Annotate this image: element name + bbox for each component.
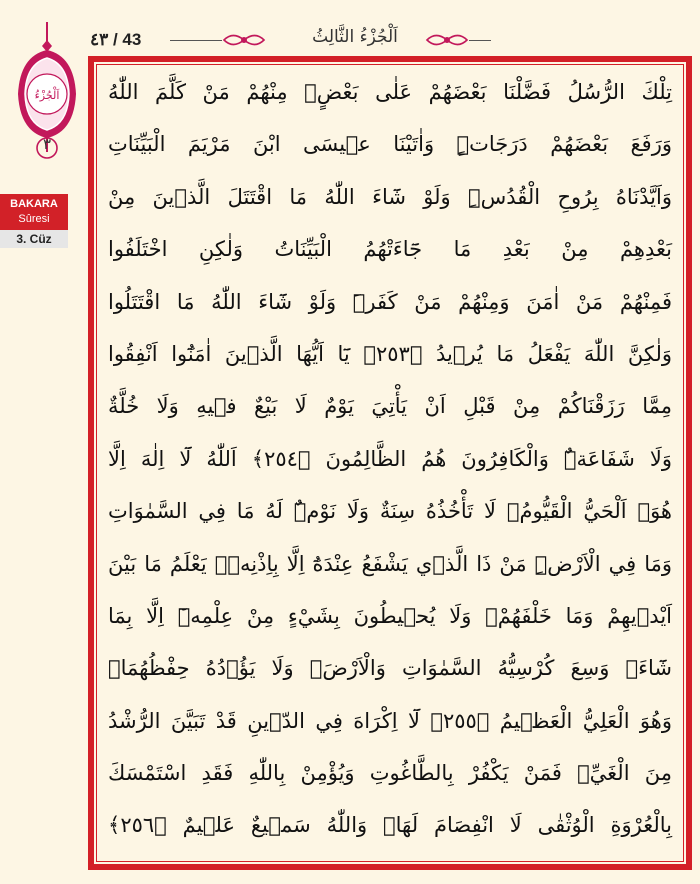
header-ornament-left bbox=[222, 31, 266, 49]
verse-line: وَلٰكِنَّ اللّٰهَ يَفْعَلُ مَا يُرٖيدُ ﴿٢٥٣﴾ يَٓا اَيُّهَا الَّذٖينَ اٰمَنُٓوا اَنْفِقُوا bbox=[108, 341, 672, 366]
verse-line: مِنَ الْغَيِّۚ فَمَنْ يَكْفُرْ بِالطَّاغُوتِ وَيُؤْمِنْ بِاللّٰهِ فَقَدِ اسْتَمْسَكَ bbox=[108, 761, 672, 786]
surah-label bbox=[0, 194, 68, 230]
verse-line: هُوَۚ اَلْحَيُّ الْقَيُّومُۚ لَا تَأْخُذُهُ سِنَةٌ وَلَا نَوْمٌۜ لَهُ مَا فِي السَّمٰوَاتِ bbox=[108, 499, 672, 524]
header-rule-right bbox=[469, 40, 491, 41]
surah-name: BAKARA bbox=[10, 198, 58, 210]
verse-line: وَهُوَ الْعَلِيُّ الْعَظٖيمُ ﴿٢٥٥﴾ لَٓا اِكْرَاهَ فِي الدّٖينِ قَدْ تَبَيَّنَ الرُّشْدُ bbox=[108, 708, 672, 733]
verse-line: وَلَا شَفَاعَةٌۜ وَالْكَافِرُونَ هُمُ الظَّالِمُونَ ﴿٢٥٤﴾ اَللّٰهُ لَٓا اِلٰهَ اِلَّا bbox=[108, 446, 672, 471]
juz-title: اَلْجُزْءُ الثَّالِثُ bbox=[312, 27, 398, 47]
cuz-label: 3. Cüz bbox=[0, 230, 68, 248]
verse-line: فَمِنْهُمْ مَنْ اٰمَنَ وَمِنْهُمْ مَنْ كَفَرَۜ وَلَوْ شَٓاءَ اللّٰهُ مَا اقْتَتَلُوا bbox=[108, 289, 672, 314]
header-rule-left bbox=[170, 40, 222, 41]
verse-line: وَرَفَعَ بَعْضَهُمْ دَرَجَاتٍۜ وَاٰتَيْنَا عٖيسَى ابْنَ مَرْيَمَ الْبَيِّنَاتِ bbox=[108, 132, 672, 157]
verse-line: شَٓاءَۚ وَسِعَ كُرْسِيُّهُ السَّمٰوَاتِ وَالْاَرْضَۚ وَلَا يَؤُ۫دُهُ حِفْظُهُمَاۚ bbox=[108, 656, 672, 681]
surah-suffix: Sûresi bbox=[18, 213, 50, 225]
verse-line: وَمَا فِي الْاَرْضِۜ مَنْ ذَا الَّذٖي يَشْفَعُ عِنْدَهُٓ اِلَّا بِاِذْنِهٖۜ يَعْلَمُ مَا بَيْنَ bbox=[108, 551, 672, 576]
verse-line: اَيْدٖيهِمْ وَمَا خَلْفَهُمْۚ وَلَا يُحٖيطُونَ بِشَيْءٍ مِنْ عِلْمِهٖٓ اِلَّا بِمَا bbox=[108, 603, 672, 628]
page-number: ٤٣ / 43 bbox=[90, 30, 142, 49]
verse-line: وَاَيَّدْنَاهُ بِرُوحِ الْقُدُسِۜ وَلَوْ شَٓاءَ اللّٰهُ مَا اقْتَتَلَ الَّذٖينَ مِنْ bbox=[108, 184, 672, 209]
verse-text-area bbox=[104, 66, 676, 856]
header-ornament-right bbox=[425, 31, 469, 49]
verse-line: بِالْعُرْوَةِ الْوُثْقٰى لَا انْفِصَامَ لَهَاۜ وَاللّٰهُ سَمٖيعٌ عَلٖيمٌ ﴿٢٥٦﴾ bbox=[108, 813, 672, 838]
verse-line: مِمَّا رَزَقْنَاكُمْ مِنْ قَبْلِ اَنْ يَأْتِيَ يَوْمٌ لَا بَيْعٌ فٖيهِ وَلَا خُلَّةٌ bbox=[108, 394, 672, 419]
juz-number: ٣ bbox=[42, 135, 52, 153]
juz-medallion-label: اَلْجُزْءُ bbox=[34, 89, 60, 102]
verse-line: تِلْكَ الرُّسُلُ فَضَّلْنَا بَعْضَهُمْ عَلٰى بَعْضٍۢ مِنْهُمْ مَنْ كَلَّمَ اللّٰهُ bbox=[108, 80, 672, 104]
verse-line: بَعْدِهِمْ مِنْ بَعْدِ مَا جَٓاءَتْهُمُ الْبَيِّنَاتُ وَلٰكِنِ اخْتَلَفُوا bbox=[108, 237, 672, 262]
